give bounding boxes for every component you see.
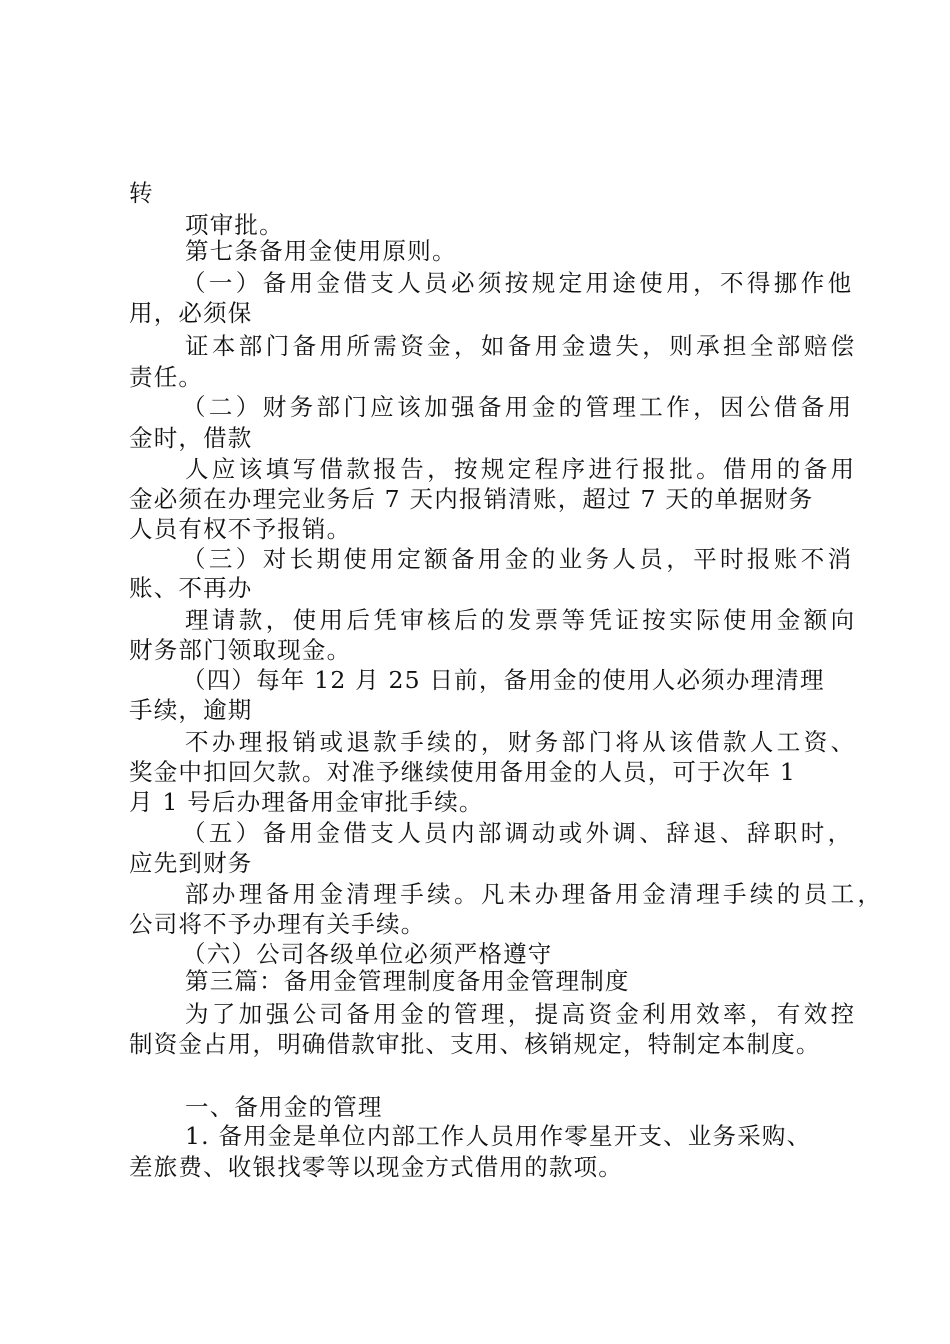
text-line: 用，必须保: [129, 299, 253, 327]
text-line: 人员有权不予报销。: [129, 515, 352, 543]
text-line: 责任。: [129, 363, 204, 391]
text-line: 应先到财务: [129, 849, 253, 877]
text-line: 为了加强公司备用金的管理，提高资金利用效率，有效控: [185, 1000, 858, 1028]
text-line: （五）备用金借支人员内部调动或外调、辞退、辞职时，: [182, 819, 855, 847]
text-line: 制资金占用，明确借款审批、支用、核销规定，特制定本制度。: [129, 1030, 821, 1058]
text-line: 项审批。: [185, 211, 284, 239]
text-line: 1. 备用金是单位内部工作人员用作零星开支、业务采购、: [185, 1122, 812, 1150]
text-line: 证本部门备用所需资金，如备用金遗失，则承担全部赔偿: [185, 332, 858, 360]
text-line: （三）对长期使用定额备用金的业务人员，平时报账不消: [182, 545, 855, 573]
text-line: 转: [129, 179, 154, 207]
text-line: 不办理报销或退款手续的，财务部门将从该借款人工资、: [185, 728, 858, 756]
text-line: 金必须在办理完业务后 7 天内报销清账，超过 7 天的单据财务: [129, 485, 814, 513]
text-line: （四）每年 12 月 25 日前，备用金的使用人必须办理清理: [182, 666, 825, 694]
text-line: 理请款，使用后凭审核后的发票等凭证按实际使用金额向: [185, 606, 858, 634]
text-line: 差旅费、收银找零等以现金方式借用的款项。: [129, 1153, 623, 1181]
section-heading: 第七条备用金使用原则。: [185, 237, 457, 265]
section-heading: 第三篇：备用金管理制度备用金管理制度: [185, 967, 630, 995]
text-line: （二）财务部门应该加强备用金的管理工作，因公借备用: [182, 393, 855, 421]
text-line: 财务部门领取现金。: [129, 636, 352, 664]
text-line: 手续，逾期: [129, 696, 253, 724]
text-line: （六）公司各级单位必须严格遵守: [182, 940, 553, 968]
text-line: 月 1 号后办理备用金审批手续。: [129, 788, 484, 816]
text-line: 公司将不予办理有关手续。: [129, 910, 426, 938]
text-line: （一）备用金借支人员必须按规定用途使用，不得挪作他: [182, 269, 855, 297]
text-line: 人应该填写借款报告，按规定程序进行报批。借用的备用: [185, 455, 858, 483]
text-line: 部办理备用金清理手续。凡未办理备用金清理手续的员工，: [185, 880, 885, 908]
text-line: 金时，借款: [129, 424, 253, 452]
section-heading: 一、备用金的管理: [185, 1093, 383, 1121]
text-line: 奖金中扣回欠款。对准予继续使用备用金的人员，可于次年 1: [129, 758, 797, 786]
text-line: 账、不再办: [129, 574, 253, 602]
